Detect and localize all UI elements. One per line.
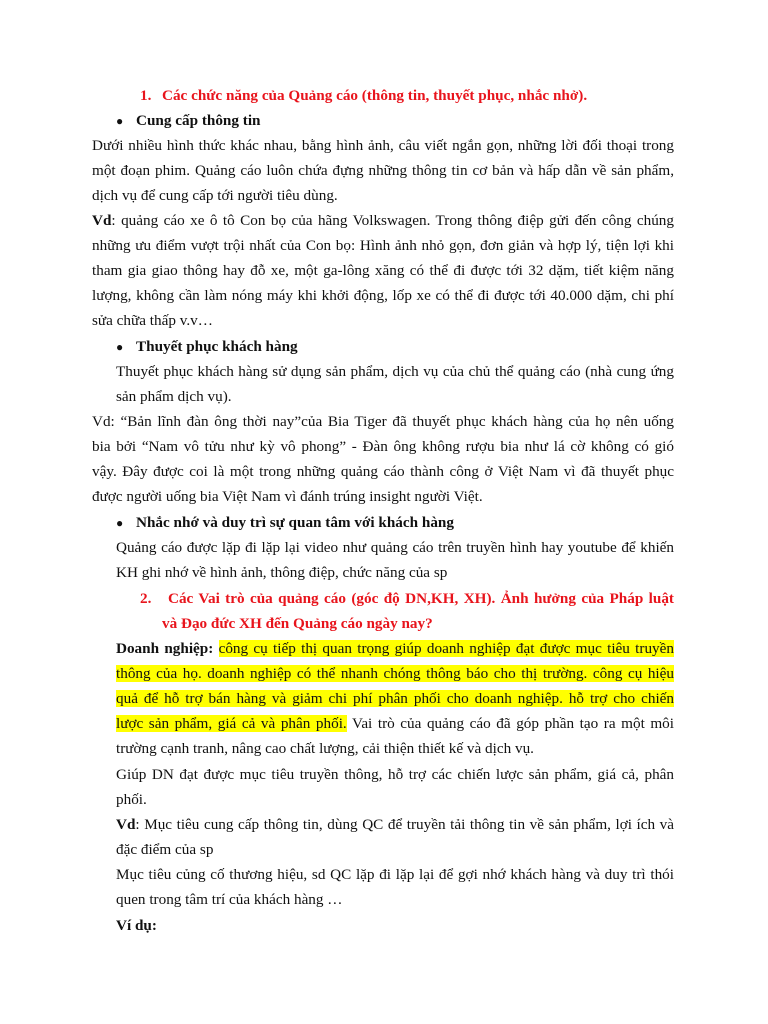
example-line: Mục tiêu củng cố thương hiệu, sd QC lặp đi lặp lại để gợi nhớ khách hàng và duy trì thói [116, 866, 674, 883]
paragraph-line: sản phẩm dịch vụ). [116, 388, 232, 405]
example-line: bia bởi “Nam vô tửu như kỳ vô phong” - Đàn ông không rượu bia như lá cờ không có gió [92, 438, 674, 455]
example-line: Vd: quảng cáo xe ô tô Con bọ của hãng Volkswagen. Trong thông điệp gửi đến công chúng [92, 212, 674, 229]
heading-1-number: 1. [140, 87, 152, 104]
highlighted-text: quả để hỗ trợ bán hàng và giảm chi phí phân phối cho doanh nghiệp. hỗ trợ cho chiến [116, 690, 674, 707]
bullet-heading-info: ● Cung cấp thông tin [116, 112, 261, 129]
example-line: Vd: Mục tiêu cung cấp thông tin, dùng QC để truyền tải thông tin về sản phẩm, lợi ích và [116, 816, 674, 833]
paragraph-line: Giúp DN đạt được mục tiêu truyền thông, hỗ trợ các chiến lược sản phẩm, giá cả, phân [116, 766, 674, 783]
highlighted-text: công cụ tiếp thị quan trọng giúp doanh nghiệp đạt được mục tiêu truyền [218, 640, 674, 657]
highlighted-text: thông của họ. doanh nghiệp có thể nhanh chóng thông báo cho thị trường. công cụ hiệu [116, 665, 674, 682]
heading-2 [140, 589, 674, 609]
paragraph-line: Dưới nhiều hình thức khác nhau, bằng hình ảnh, câu viết ngắn gọn, những lời đối thoại trong [92, 137, 674, 154]
example-line: tham gia giao thông hay đỗ xe, một ga-lông xăng có thể đi được tới 32 dặm, tiết kiệm năng [92, 262, 674, 279]
example-line: lượng, không cần làm nóng máy khi khởi động, lốp xe có thể đi được tới 40.000 dặm, chi phí [92, 287, 674, 304]
example-line: vậy. Đây được coi là một trong những quảng cáo thành công ở Việt Nam vì đã thuyết phục [92, 463, 674, 480]
paragraph-line: một đoạn phim. Quảng cáo luôn chứa đựng những thông tin cơ bản và hấp dẫn về sản phẩm, [92, 162, 674, 179]
example-line: sửa chữa thấp v.v… [92, 312, 213, 329]
example-label: Ví dụ: [116, 917, 157, 934]
business-line: trường cạnh tranh, nâng cao chất lượng, cải thiện thiết kế và dịch vụ. [116, 740, 534, 757]
highlighted-text: lược sản phẩm, giá cả và phân phối. [116, 715, 347, 732]
example-line: những ưu điểm vượt trội nhất của Con bọ: Hình ảnh nhỏ gọn, đơn giản và hợp lý, tiện lợi khi [92, 237, 674, 254]
business-line [116, 689, 674, 709]
paragraph-line: phối. [116, 791, 147, 808]
example-line: quen trong tâm trí của khách hàng … [116, 891, 343, 908]
paragraph-line: Thuyết phục khách hàng sử dụng sản phẩm, dịch vụ của chủ thể quảng cáo (nhà cung ứng [116, 363, 674, 380]
paragraph-line: dịch vụ để cung cấp tới người tiêu dùng. [92, 187, 338, 204]
business-line: lược sản phẩm, giá cả và phân phối. Vai trò của quảng cáo đã góp phần tạo ra một môi [116, 715, 674, 732]
heading-2-number: 2. [140, 590, 152, 607]
heading-2-line-2: và Đạo đức XH đến Quảng cáo ngày nay? [162, 615, 433, 632]
heading-1 [140, 86, 587, 106]
paragraph-line: Quảng cáo được lặp đi lặp lại video như quảng cáo trên truyền hình hay youtube để khiến [116, 539, 674, 556]
business-line [116, 664, 674, 684]
example-line: được người uống bia Việt Nam vì đánh trúng insight người Việt. [92, 488, 483, 505]
bullet-heading-remind: ● Nhắc nhớ và duy trì sự quan tâm với khách hàng [116, 514, 454, 531]
example-line: Vd: “Bản lĩnh đàn ông thời nay”của Bia Tiger đã thuyết phục khách hàng của họ nên uống [92, 413, 674, 430]
paragraph-line: KH ghi nhớ về hình ảnh, thông điệp, chức năng của sp [116, 564, 448, 581]
bullet-heading-persuade: ● Thuyết phục khách hàng [116, 338, 298, 355]
bullet-icon: ● [116, 516, 124, 530]
example-line: đặc điểm của sp [116, 841, 214, 858]
bullet-icon: ● [116, 114, 124, 128]
heading-1-text: Các chức năng của Quảng cáo (thông tin, thuyết phục, nhắc nhở). [162, 87, 588, 104]
business-line [116, 639, 674, 659]
heading-2-line-1: Các Vai trò của quảng cáo (góc độ DN,KH, XH). Ảnh hưởng của Pháp luật [168, 590, 674, 607]
bullet-icon: ● [116, 340, 124, 354]
business-label: Doanh nghiệp: [116, 640, 214, 657]
